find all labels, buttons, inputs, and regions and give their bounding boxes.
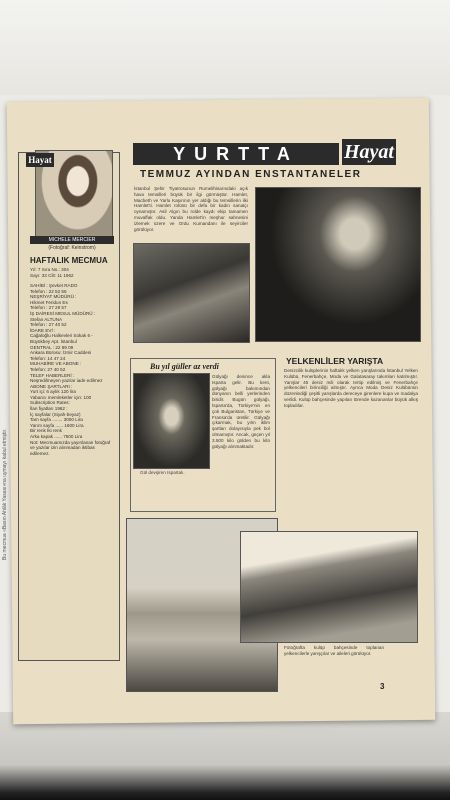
masthead-line: Yurt içi: 6 aylık 120 lira [30, 389, 76, 395]
masthead-line: Bir renk İki renk [30, 428, 62, 434]
sailing-heading: YELKENLİLER YARIŞTA [286, 356, 384, 366]
hayat-logo-small: Hayat [26, 153, 54, 167]
portrait-caption: MICHELE MERCIER [30, 236, 114, 244]
page-number: 3 [380, 682, 385, 691]
masthead-line: Cağaloğlu Halkevleri Sokak 6 - [30, 333, 93, 339]
issue-line: Yıl: 7 Sıra No.: 304 [30, 267, 69, 272]
masthead-line: ABONE ŞARTLARI : [30, 383, 73, 389]
masthead-line: İDARE EVİ : [30, 327, 56, 333]
sailing-text: Denizcilik kulüplerinin haftalık yelken yarışlarında İstanbul Yelken Kulübü, Fenerbahçe, Moda ve Galatasaray takımları katılmıştır. Yarışlar 45 deniz mili olarak tertip edilmiş ve Fenerbahçe yelkencileri birinciliği almıştır. Ayrıca Moda Deniz Kulübünün düzenlediği çeşitli yarışlarda dereceye girenlere kupa ve madalya verildi. Kulüp bahçesinde yapılan törende kazananlar büyük alkış topladılar. [284, 368, 418, 408]
portrait-credit: (Fotoğraf: Keinstrom) [48, 245, 96, 251]
masthead-line: Telefon: 27 40 52 [30, 366, 66, 372]
masthead-line: Telefon : 27 29 57 [30, 305, 67, 311]
issue-line-2: Sayı: 33 Cilt: 11 1962 [30, 273, 74, 278]
masthead-line: Telefon : 22 52 56 [30, 288, 67, 294]
masthead-line: İŞ DAİRESİ MESUL MÜDÜRÜ : [30, 310, 96, 316]
rose-picker-photo [133, 373, 210, 469]
masthead-line: Büyükbey Apt. İstanbul [30, 338, 77, 344]
masthead-line: Telefon : 27 40 52 [30, 322, 67, 328]
roses-heading: Bu yıl güller az verdi [150, 362, 219, 371]
masthead-line: Ankara Bürosu: İzmir Caddesi [30, 350, 92, 356]
vertical-notice: Bu mecmua «Basın Ahlâk Yasası»na uymayı kabul etmiştir. [2, 428, 8, 560]
masthead-line: Yarım sayfa ...... 1600 Lira [30, 422, 84, 428]
audience-photo [133, 243, 250, 343]
masthead-line: Stefan ALTUNA [30, 316, 63, 322]
masthead-line: Subscription Rates: [30, 400, 70, 406]
masthead-details [30, 283, 114, 655]
masthead-line: İç sayfalar (Siyah-beyaz) [30, 411, 81, 417]
masthead-line: Yabancı memleketler için: 100 [30, 394, 92, 400]
masthead-line: Hikmet Feridun Es [30, 299, 68, 305]
page-title: TEMMUZ AYINDAN ENSTANTANELER [140, 169, 362, 180]
masthead-line: GENTRAL : 22 89 09 [30, 344, 74, 350]
section-banner: YURTTA [133, 143, 339, 165]
bottom-caption: Fotoğrafta kulüp bahçesinde toplanan yelkencilerle yarışçılar ve aileleri görülüyor. [284, 645, 384, 656]
intro-text: İstanbul Şehir Tiyatrosunun Rumelihisarındaki açık hava temsilleri büyük bir ilgi görmüştür. Hamlet, Macbeth ve Yarlu Kaşırının yer aldığı bu temsillerin ilki Hamlet'ti. Hamlet rolünü bir defa bir kadın sanatçı oynamıştır. Asil Algın bu rolde kaydı ekip tamamen muvaffak oldu. Yanda Hamlet'in meşhur sahnesini izlemek üzere ve Ordu Kumandanı ile seyirciler görülüyor. [134, 186, 248, 232]
masthead-line: Arka kapak ...... 7500 Lira [30, 434, 83, 440]
theatre-stage-photo [255, 187, 421, 342]
magazine-heading: HAFTALIK MECMUA [30, 256, 108, 265]
roses-caption: Gül devşiren Ispartalı. [140, 470, 185, 475]
masthead-line: TELEF HABERLERİ : [30, 372, 75, 378]
background-bottom [0, 712, 450, 800]
masthead-line: Neşredilmeyen yazılar iade edilmez [30, 378, 103, 384]
masthead-line: MUHABİRE VE ABONE : [30, 361, 82, 367]
background-top [0, 0, 450, 95]
roses-text: Gülyağı denince akla Isparta gelir. Bu kent, gülyağı bakımından dünyanın belli yerlerinden biridir. Bugün gülyağı, İsparta'da, Türkiye'nin en çok Bulgaristan, Türkiye ve Fransa'da üretilir. Gülyağı çıkarmak, bu yılın iklim şartları dolayısıyla pek bol olmamıştır. Ancak, geçen yıl 3.500 kilo gülden bu kilo gülyağı alınmaktadır. [212, 374, 270, 449]
hayat-logo: Hayat [344, 141, 394, 163]
masthead-line: Tam sayfa ........ 3000 Lira [30, 417, 83, 423]
masthead-line: İlan fiyatları 1962 : [30, 406, 68, 412]
masthead-line: NEŞRİYAT MÜDÜRÜ : [30, 294, 77, 300]
masthead-line: SAHİBİ : Şevket RADO [30, 283, 78, 288]
club-gathering-photo [240, 531, 418, 643]
masthead-line: Telefon: 14 47 24 [30, 355, 66, 361]
masthead-line: Not: Mecmuamızda yayınlanan fotoğraf ve yazılar izin alınmadan iktibas edilemez. [30, 439, 111, 456]
